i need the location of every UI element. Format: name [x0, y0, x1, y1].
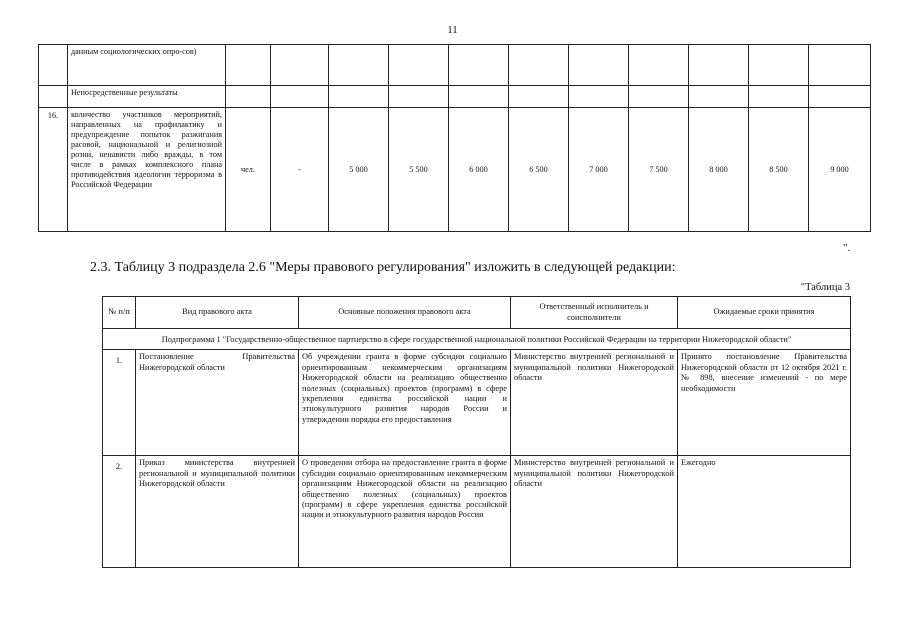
indicator-value: 8 000 — [689, 108, 749, 232]
act-type: Постановление Правительства Нижегородской области — [136, 350, 299, 456]
indicator-value — [449, 45, 509, 86]
indicator-value — [569, 86, 629, 108]
row-number: 1. — [103, 350, 136, 456]
indicator-value — [329, 86, 389, 108]
indicator-value: 9 000 — [809, 108, 871, 232]
indicator-value — [226, 86, 271, 108]
indicator-value — [689, 86, 749, 108]
expected-terms: Ежегодно — [678, 456, 851, 568]
indicator-value — [629, 45, 689, 86]
indicator-row — [39, 45, 871, 86]
section-heading: 2.3. Таблицу 3 подраздела 2.6 "Меры правового регулирования" изложить в следующей редакции: — [90, 260, 676, 275]
closing-quote: ". — [843, 242, 851, 254]
column-header: Основные положения правового акта — [299, 297, 511, 329]
row-number: 2. — [103, 456, 136, 568]
indicator-value — [509, 86, 569, 108]
indicator-row — [39, 108, 871, 232]
indicator-value — [749, 86, 809, 108]
act-provisions: О проведении отбора на предоставление гранта в форме субсидии социально ориентированным некоммерческим организациям Нижегородской области на реализацию общественно полезных (социальных) проектов (программ) в сфере укрепления единства российской нации и этнокультурного развития народов России — [299, 456, 511, 568]
indicator-value — [389, 45, 449, 86]
indicator-value — [449, 86, 509, 108]
table-label: "Таблица 3 — [800, 282, 850, 293]
page-number: 11 — [447, 24, 458, 36]
indicator-value — [226, 45, 271, 86]
header-row — [103, 297, 851, 329]
row-number — [39, 45, 68, 86]
indicators-table — [38, 44, 871, 232]
indicator-value — [329, 45, 389, 86]
expected-terms: Принято постановление Правительства Нижегородской области от 12 октября 2021 г. № 898, внесение изменений - по мере необходимости — [678, 350, 851, 456]
row-number — [39, 86, 68, 108]
measure-row — [103, 350, 851, 456]
indicator-name: количество участников мероприятий, направленных на профилактику и предупреждение попыток разжигания расовой, национальной и религиозной розни, ненависти либо вражды, в том числе в рамках комплексного плана противодействия идеологии терроризма в Российской Федерации — [68, 108, 226, 232]
responsible-executor: Министерство внутренней региональной и муниципальной политики Нижегородской области — [511, 456, 678, 568]
column-header: Ответственный исполнитель и соисполнители — [511, 297, 678, 329]
subprogram-title: Подпрограмма 1 "Государственно-общественное партнерство в сфере государственной национальной политики Российской Федерации на территории Нижегородской области" — [103, 329, 851, 350]
indicator-value: чел. — [226, 108, 271, 232]
indicator-name: данным социологических опро-сов) — [68, 45, 226, 86]
indicator-value — [749, 45, 809, 86]
indicator-value — [389, 86, 449, 108]
act-type: Приказ министерства внутренней региональной и муниципальной политики Нижегородской области — [136, 456, 299, 568]
legal-measures-table — [102, 296, 851, 568]
indicator-row — [39, 86, 871, 108]
indicator-value: 7 500 — [629, 108, 689, 232]
indicator-value: 5 500 — [389, 108, 449, 232]
indicator-value — [629, 86, 689, 108]
measure-row — [103, 456, 851, 568]
act-provisions: Об учреждении гранта в форме субсидии социально ориентированным некоммерческим организациям Нижегородской области на реализацию общественно полезных (социальных) проектов (программ) в сфере укрепления единства российской нации и этнокультурного развития народов России и утверждении порядка его предоставления — [299, 350, 511, 456]
indicator-value: 6 000 — [449, 108, 509, 232]
indicator-name: Непосредственные результаты — [68, 86, 226, 108]
column-header: Вид правового акта — [136, 297, 299, 329]
indicator-value — [809, 45, 871, 86]
indicator-value — [271, 86, 329, 108]
subprogram-row — [103, 329, 851, 350]
indicator-value: 8 500 — [749, 108, 809, 232]
indicator-value: 5 000 — [329, 108, 389, 232]
column-header: № п/п — [103, 297, 136, 329]
indicator-value: 6 500 — [509, 108, 569, 232]
indicator-value: 7 000 — [569, 108, 629, 232]
indicator-value — [271, 45, 329, 86]
indicator-value — [509, 45, 569, 86]
indicator-value — [809, 86, 871, 108]
column-header: Ожидаемые сроки принятия — [678, 297, 851, 329]
row-number: 16. — [39, 108, 68, 232]
responsible-executor: Министерство внутренней региональной и муниципальной политики Нижегородской области — [511, 350, 678, 456]
indicator-value — [689, 45, 749, 86]
indicator-value: - — [271, 108, 329, 232]
indicator-value — [569, 45, 629, 86]
